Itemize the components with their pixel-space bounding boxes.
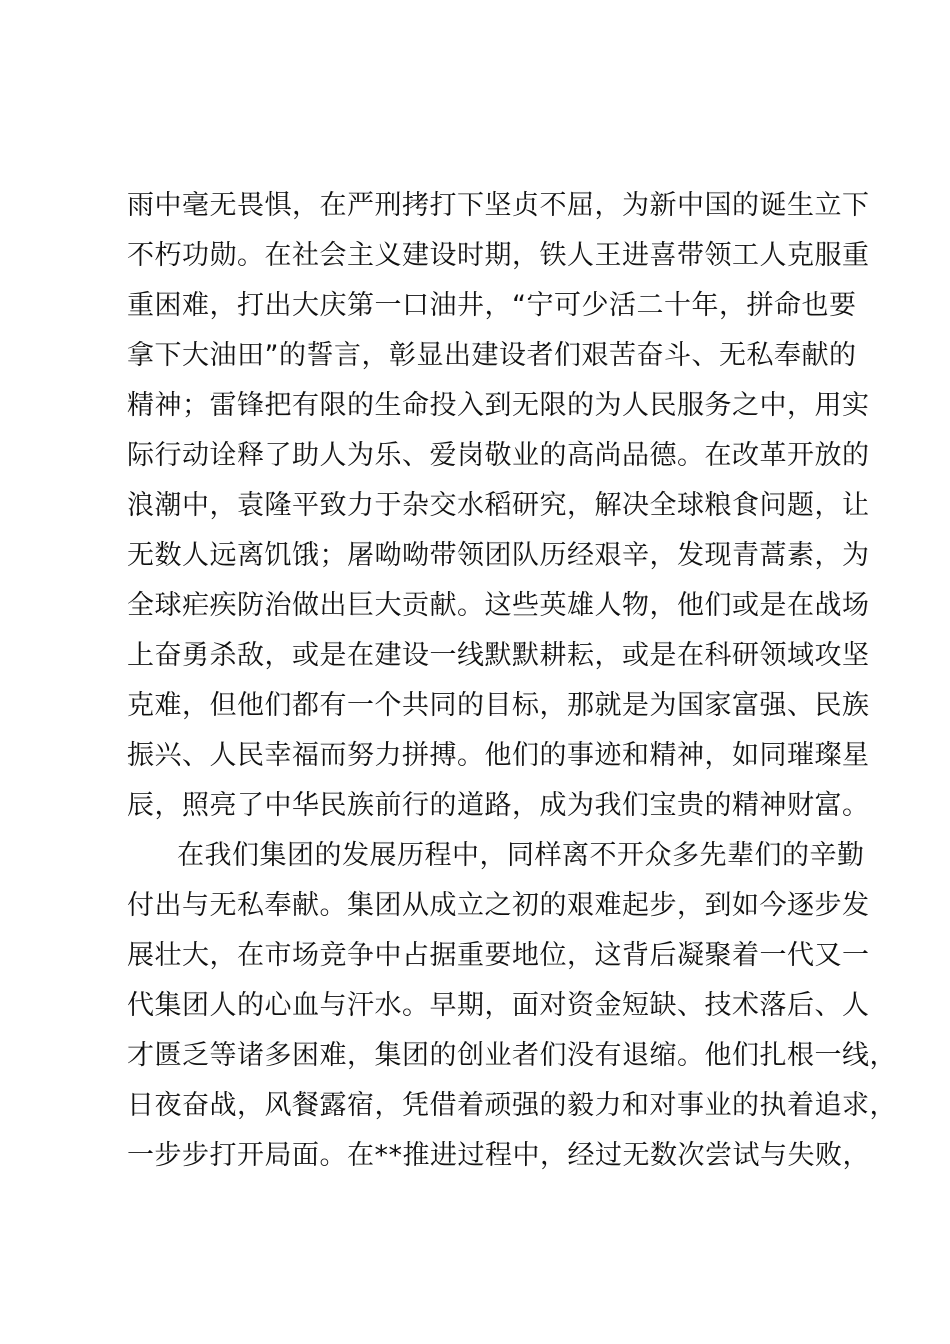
text-line: 辰，照亮了中华民族前行的道路，成为我们宝贵的精神财富。 (127, 790, 870, 821)
text-line: 雨中毫无畏惧，在严刑拷打下坚贞不屈，为新中国的诞生立下 (127, 190, 870, 221)
text-line: 付出与无私奉献。集团从成立之初的艰难起步，到如今逐步发 (127, 890, 870, 921)
text-line: 不朽功勋。在社会主义建设时期，铁人王进喜带领工人克服重 (127, 240, 870, 271)
text-line: 全球疟疾防治做出巨大贡献。这些英雄人物，他们或是在战场 (127, 590, 870, 621)
text-line: 际行动诠释了助人为乐、爱岗敬业的高尚品德。在改革开放的 (127, 440, 870, 471)
text-line: 展壮大，在市场竞争中占据重要地位，这背后凝聚着一代又一 (127, 940, 870, 971)
text-line: 上奋勇杀敌，或是在建设一线默默耕耘，或是在科研领域攻坚 (127, 640, 870, 671)
text-line: 克难，但他们都有一个共同的目标，那就是为国家富强、民族 (127, 690, 870, 721)
text-line: 振兴、人民幸福而努力拼搏。他们的事迹和精神，如同璀璨星 (127, 740, 870, 771)
text-line: 才匮乏等诸多困难，集团的创业者们没有退缩。他们扎根一线， (127, 1040, 897, 1071)
text-line: 日夜奋战，风餐露宿，凭借着顽强的毅力和对事业的执着追求， (127, 1090, 897, 1121)
paragraph-first-line: 在我们集团的发展历程中，同样离不开众多先辈们的辛勤 (177, 840, 865, 871)
text-line: 代集团人的心血与汗水。早期，面对资金短缺、技术落后、人 (127, 990, 870, 1021)
body-text (127, 181, 897, 1181)
text-line: 无数人远离饥饿；屠呦呦带领团队历经艰辛，发现青蒿素，为 (127, 540, 870, 571)
text-line: 重困难，打出大庆第一口油井，“宁可少活二十年，拼命也要 (127, 290, 857, 321)
text-line: 精神；雷锋把有限的生命投入到无限的为人民服务之中，用实 (127, 390, 870, 421)
text-line: 一步步打开局面。在**推进过程中，经过无数次尝试与失败， (127, 1140, 870, 1171)
text-line: 拿下大油田”的誓言，彰显出建设者们艰苦奋斗、无私奉献的 (127, 340, 857, 371)
text-line: 浪潮中，袁隆平致力于杂交水稻研究，解决全球粮食问题，让 (127, 490, 870, 521)
